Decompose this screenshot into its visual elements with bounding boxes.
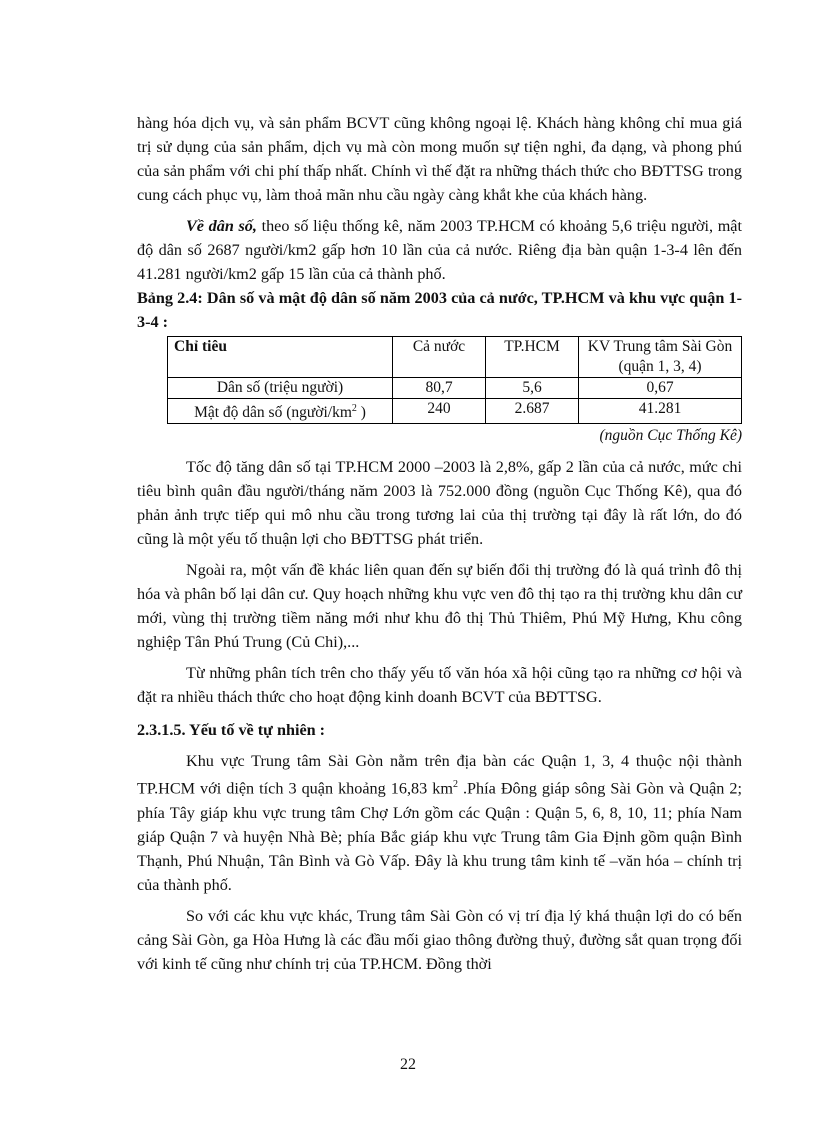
header-saigon-center: KV Trung tâm Sài Gòn (quận 1, 3, 4) xyxy=(579,337,742,378)
page-content xyxy=(137,111,742,976)
paragraph-growth: Tốc độ tăng dân số tại TP.HCM 2000 –2003 là 2,8%, gấp 2 lần của cả nước, mức chi tiêu bình quân đầu người/tháng năm 2003 là 752.000 đồng (nguồn Cục Thống Kê), qua đó phản ảnh trực tiếp qui mô nhu cầu trong tương lai của thị trường tại đây là rất lớn, do đó cũng là một yếu tố thuận lợi cho BĐTTSG phát triển. xyxy=(137,458,742,549)
table-source: (nguồn Cục Thống Kê) xyxy=(599,427,742,445)
row-population-label: Dân số (triệu người) xyxy=(168,378,393,399)
header-indicator: Chỉ tiêu xyxy=(168,337,393,378)
header-hcmc: TP.HCM xyxy=(486,337,579,378)
paragraph-location: Khu vực Trung tâm Sài Gòn nằm trên địa bàn các Quận 1, 3, 4 thuộc nội thành TP.HCM với diện tích 3 quận khoảng 16,83 $km^2$ .Phía Đông giáp sông Sài Gòn và Quận 2; phía Tây giáp khu vực trung tâm Chợ Lớn gồm các Quận : Quận 5, 6, 8, 10, 11; phía Nam giáp Quận 7 và huyện Nhà Bè; phía Bắc giáp khu vực Trung tâm Gia Định gồm quận Bình Thạnh, Phú Nhuận, Tân Bình và Gò Vấp. Đây là khu trung tâm kinh tế –văn hóa – chính trị của thành phố. xyxy=(137,752,743,894)
row-density-country: 240 xyxy=(393,399,486,424)
row-density-hcmc: 2.687 xyxy=(486,399,579,424)
header-country: Cả nước xyxy=(393,337,486,378)
population-table xyxy=(167,336,742,424)
paragraph-urbanization: Ngoài ra, một vấn đề khác liên quan đến sự biến đổi thị trường đó là quá trình đô thị hóa và phân bố lại dân cư. Quy hoạch những khu vực ven đô thị tạo ra thị trường khu dân cư mới, vùng thị trường tiềm năng mới như khu đô thị Thủ Thiêm, Phú Mỹ Hưng, Khu công nghiệp Tân Phú Trung (Củ Chi),... xyxy=(137,561,742,652)
population-label: Về dân số, xyxy=(186,217,257,235)
row-density-center: 41.281 xyxy=(579,399,742,424)
paragraph-population xyxy=(137,214,742,286)
paragraph-1: hàng hóa dịch vụ, và sản phẩm BCVT cũng không ngoại lệ. Khách hàng không chỉ mua giá trị sử dụng của sản phẩm, dịch vụ mà còn mong muốn sự tiện nghi, đa dạng, và phong phú của sản phẩm với chi phí thấp nhất. Chính vì thế đặt ra những thách thức cho BĐTTSG trong cung cách phục vụ, làm thoả mãn nhu cầu ngày càng khắt khe của khách hàng. xyxy=(137,114,742,204)
table-header-row xyxy=(168,337,742,378)
table-row xyxy=(168,378,742,399)
table-caption: Bảng 2.4: Dân số và mật độ dân số năm 2003 của cả nước, TP.HCM và khu vực quận 1-3-4 : xyxy=(137,289,742,331)
paragraph-geography: So với các khu vực khác, Trung tâm Sài Gòn có vị trí địa lý khá thuận lợi do có bến cảng Sài Gòn, ga Hòa Hưng là các đầu mối giao thông đường thuỷ, đường sắt quan trọng đối với kinh tế cũng như chính trị của TP.HCM. Đồng thời xyxy=(137,906,742,973)
row-population-country: 80,7 xyxy=(393,378,486,399)
population-text: theo số liệu thống kê, năm 2003 TP.HCM có khoảng 5,6 triệu người, mật độ dân số 2687 người/km2 gấp hơn 10 lần của cả nước. Riêng địa bàn quận 1-3-4 lên đến 41.281 người/km2 gấp 15 lần của cả thành phố. xyxy=(137,217,742,283)
row-density-label: Mật độ dân số ($người/km^2$ ) xyxy=(168,399,393,424)
table-row xyxy=(168,399,742,424)
row-population-center: 0,67 xyxy=(579,378,742,399)
paragraph-conclusion: Từ những phân tích trên cho thấy yếu tố văn hóa xã hội cũng tạo ra những cơ hội và đặt ra nhiều thách thức cho hoạt động kinh doanh BCVT của BĐTTSG. xyxy=(137,664,742,707)
row-population-hcmc: 5,6 xyxy=(486,378,579,399)
section-heading: 2.3.1.5. Yếu tố về tự nhiên : xyxy=(137,721,326,740)
page-number: 22 xyxy=(400,1056,416,1073)
